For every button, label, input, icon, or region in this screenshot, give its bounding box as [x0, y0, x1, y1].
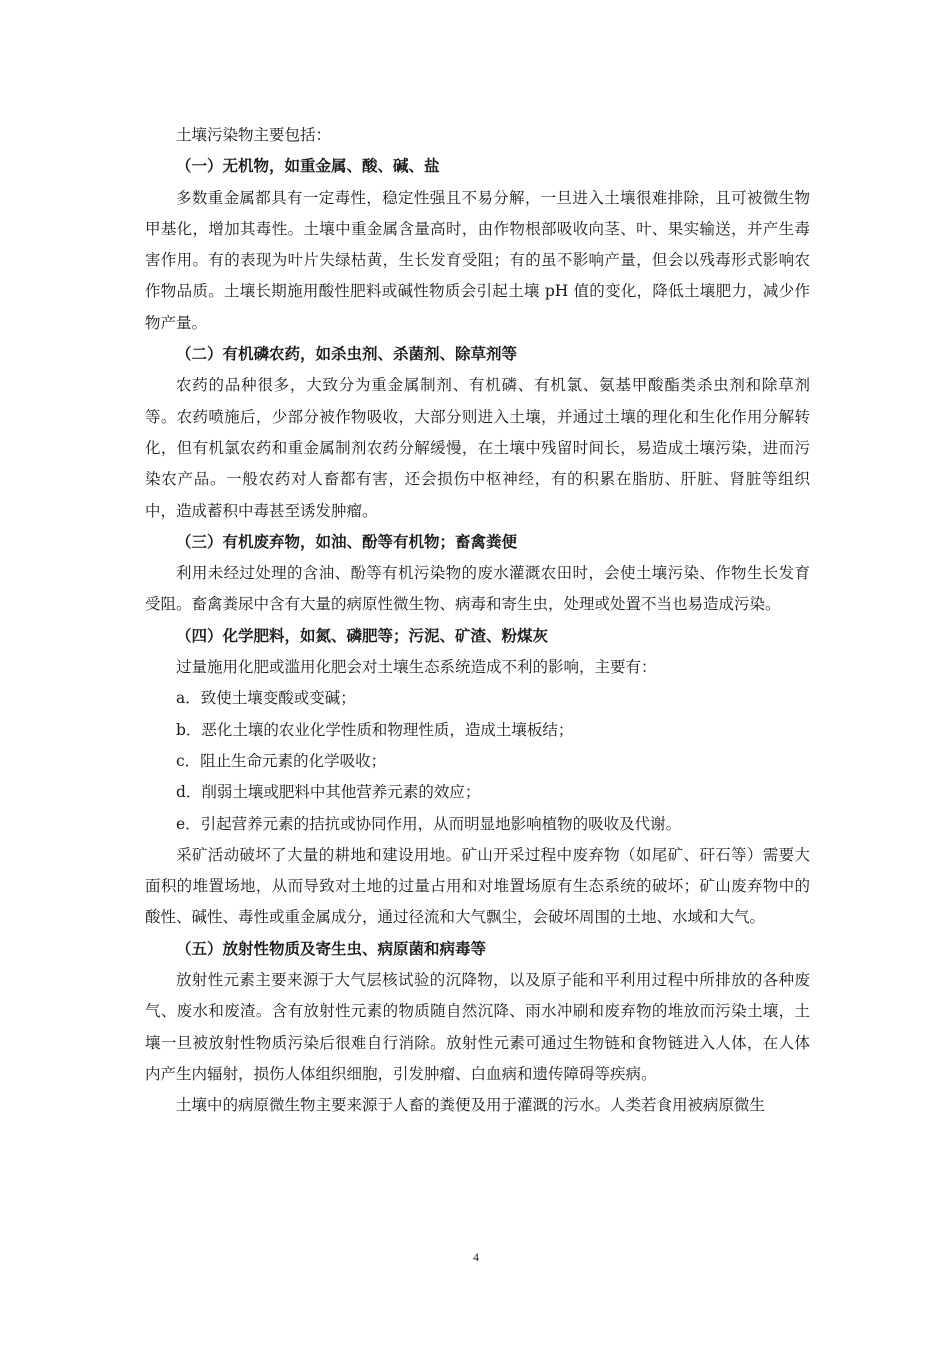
- section-5-pathogen-paragraph: 土壤中的病原微生物主要来源于人畜的粪便及用于灌溉的污水。人类若食用被病原微生: [176, 1096, 766, 1115]
- section-heading-2: （二）有机磷农药，如杀虫剂、杀菌剂、除草剂等: [176, 345, 518, 364]
- document-body: [145, 120, 810, 1122]
- section-5-paragraph: 放射性元素主要来源于大气层核试验的沉降物，以及原子能和平利用过程中所排放的各种废气、废水和废渣。含有放射性元素的物质随自然沉降、雨水冲刷和废弃物的堆放而污染土壤，土壤一旦被放射性物质污染后很难自行消除。放射性元素可通过生物链和食物链进入人体，在人体内产生内辐射，损伤人体组织细胞，引发肿瘤、白血病和遗传障碍等疾病。: [145, 971, 810, 1083]
- section-2-paragraph: 农药的品种很多，大致分为重金属制剂、有机磷、有机氯、氨基甲酸酯类杀虫剂和除草剂等。农药喷施后，少部分被作物吸收，大部分则进入土壤，并通过土壤的理化和生化作用分解转化，但有机氯农药和重金属制剂农药分解缓慢，在土壤中残留时间长，易造成土壤污染，进而污染农产品。一般农药对人畜都有害，还会损伤中枢神经，有的积累在脂肪、肝脏、肾脏等组织中，造成蓄积中毒甚至诱发肿瘤。: [145, 376, 810, 520]
- page-number: 4: [473, 1250, 479, 1264]
- list-item: b．恶化土壤的农业化学性质和物理性质，造成土壤板结；: [176, 720, 574, 739]
- list-item: a．致使土壤变酸或变碱；: [176, 689, 356, 708]
- section-heading-5: （五）放射性物质及寄生虫、病原菌和病毒等: [176, 939, 487, 958]
- section-1-paragraph: 多数重金属都具有一定毒性，稳定性强且不易分解，一旦进入土壤很难排除，且可被微生物甲基化，增加其毒性。土壤中重金属含量高时，由作物根部吸收向茎、叶、果实输送，并产生毒害作用。有的表现为叶片失绿枯黄，生长发育受阻；有的虽不影响产量，但会以残毒形式影响农作物品质。土壤长期施用酸性肥料或碱性物质会引起土壤 pH 值的变化，降低土壤肥力，减少作物产量。: [145, 188, 810, 332]
- list-item: d．削弱土壤或肥料中其他营养元素的效应；: [176, 783, 481, 802]
- list-item: c．阻止生命元素的化学吸收；: [176, 751, 387, 770]
- list-item: e．引起营养元素的拮抗或协同作用，从而明显地影响植物的吸收及代谢。: [176, 814, 682, 833]
- section-4-paragraph: 过量施用化肥或滥用化肥会对土壤生态系统造成不利的影响，主要有：: [176, 658, 657, 677]
- section-heading-3: （三）有机废弃物，如油、酚等有机物；畜禽粪便: [176, 532, 518, 551]
- section-heading-1: （一）无机物，如重金属、酸、碱、盐: [176, 157, 440, 176]
- section-4-mining-paragraph: 采矿活动破坏了大量的耕地和建设用地。矿山开采过程中废弃物（如尾矿、矸石等）需要大面积的堆置场地，从而导致对土地的过量占用和对堆置场原有生态系统的破坏；矿山废弃物中的酸性、碱性、毒性或重金属成分，通过径流和大气飘尘，会破坏周围的土地、水域和大气。: [145, 845, 810, 927]
- section-3-paragraph: 利用未经过处理的含油、酚等有机污染物的废水灌溉农田时，会使土壤污染、作物生长发育受阻。畜禽粪尿中含有大量的病原性微生物、病毒和寄生虫，处理或处置不当也易造成污染。: [145, 564, 810, 614]
- section-heading-4: （四）化学肥料，如氮、磷肥等；污泥、矿渣、粉煤灰: [176, 626, 549, 645]
- intro-paragraph: 土壤污染物主要包括：: [176, 126, 332, 144]
